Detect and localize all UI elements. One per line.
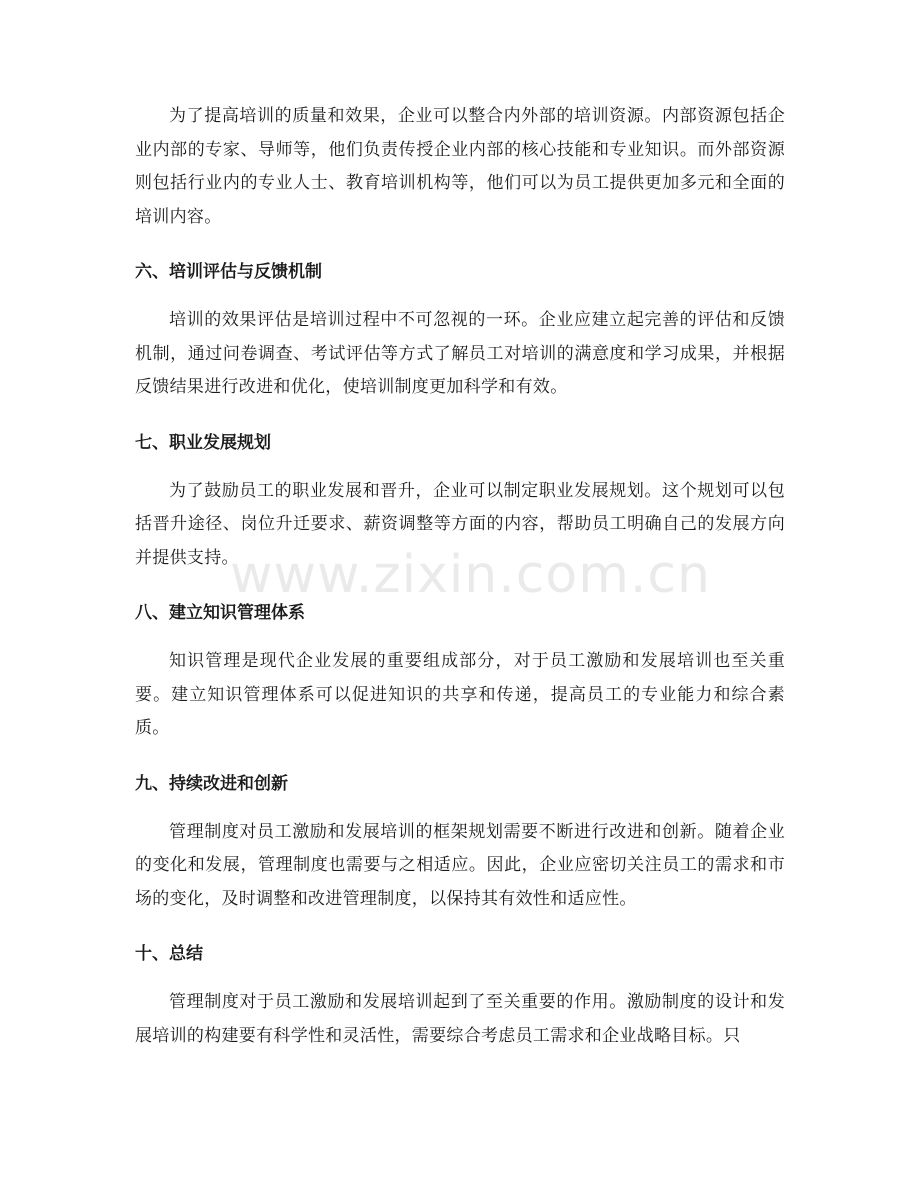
- watermark: www.zixin.com.cn: [230, 545, 711, 605]
- heading-section-8: 八、建立知识管理体系: [135, 603, 305, 623]
- document-page: [135, 100, 785, 1053]
- paragraph-section-6: 培训的效果评估是培训过程中不可忽视的一环。企业应建立起完善的评估和反馈机制，通过问卷调查、考试评估等方式了解员工对培训的满意度和学习成果，并根据反馈结果进行改进和优化，使培训制度更加科学和有效。: [135, 310, 785, 397]
- heading-section-6: 六、培训评估与反馈机制: [135, 262, 322, 282]
- paragraph-section-7: 为了鼓励员工的职业发展和晋升，企业可以制定职业发展规划。这个规划可以包括晋升途径、岗位升迁要求、薪资调整等方面的内容，帮助员工明确自己的发展方向并提供支持。: [135, 480, 785, 568]
- paragraph-section-10: 管理制度对于员工激励和发展培训起到了至关重要的作用。激励制度的设计和发展培训的构建要有科学性和灵活性，需要综合考虑员工需求和企业战略目标。只: [135, 992, 785, 1046]
- heading-section-10: 十、总结: [135, 944, 203, 964]
- heading-section-7: 七、职业发展规划: [135, 432, 271, 453]
- paragraph-section-9: 管理制度对员工激励和发展培训的框架规划需要不断进行改进和创新。随着企业的变化和发展，管理制度也需要与之相适应。因此，企业应密切关注员工的需求和市场的变化，及时调整和改进管理制度，以保持其有效性和适应性。: [135, 821, 785, 909]
- paragraph-resources: 为了提高培训的质量和效果，企业可以整合内外部的培训资源。内部资源包括企业内部的专家、导师等，他们负责传授企业内部的核心技能和专业知识。而外部资源则包括行业内的专业人士、教育培训机构等，他们可以为员工提供更加多元和全面的培训内容。: [135, 106, 785, 227]
- heading-section-9: 九、持续改进和创新: [135, 773, 288, 794]
- paragraph-section-8: 知识管理是现代企业发展的重要组成部分，对于员工激励和发展培训也至关重要。建立知识管理体系可以促进知识的共享和传递，提高员工的专业能力和综合素质。: [135, 651, 785, 738]
